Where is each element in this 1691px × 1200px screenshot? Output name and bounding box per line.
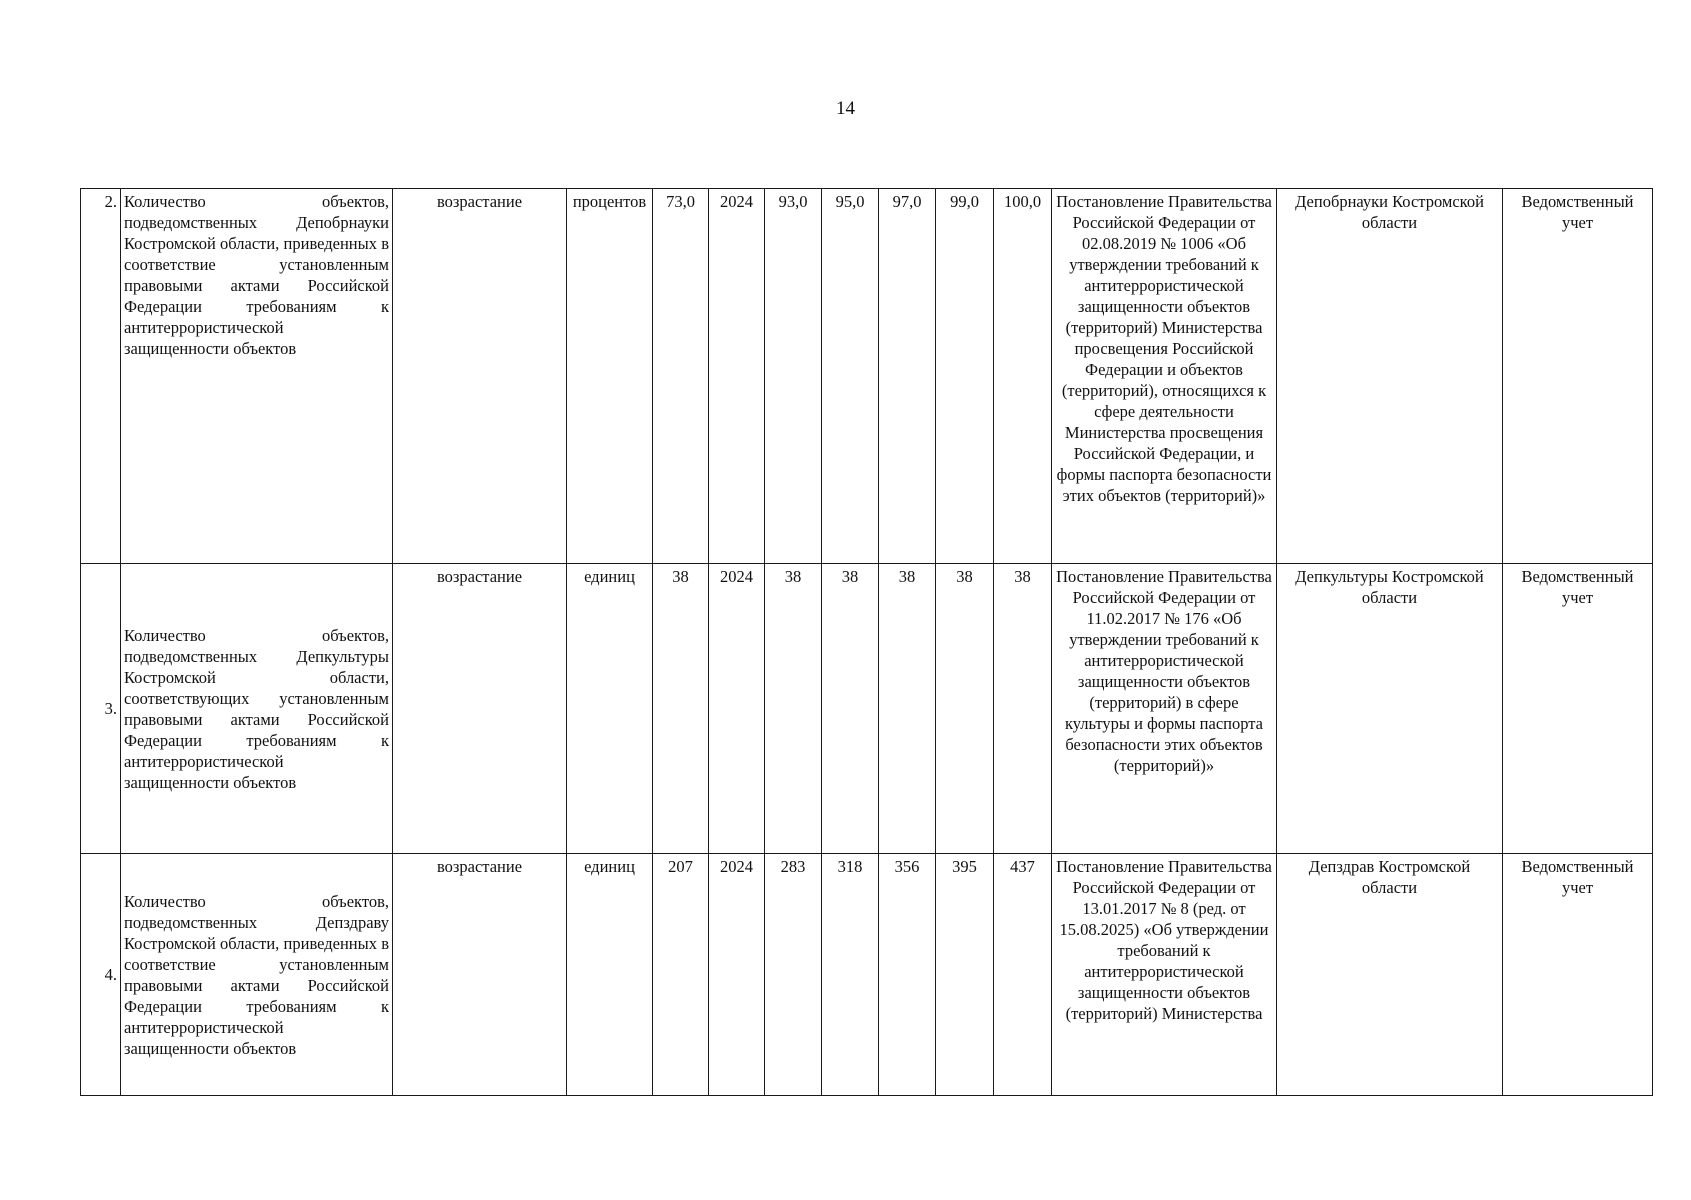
base-value: 207 — [653, 854, 709, 1096]
value-5: 38 — [994, 564, 1052, 854]
value-1: 38 — [765, 564, 822, 854]
legal-basis: Постановление Правительства Российской Федерации от 11.02.2017 № 176 «Об утверждении требований к антитеррористической защищенности объектов (территорий) в сфере культуры и формы паспорта безопасности этих объектов (территорий)» — [1052, 564, 1277, 854]
table-row — [81, 564, 1653, 854]
value-3: 97,0 — [879, 189, 936, 564]
trend: возрастание — [393, 854, 567, 1096]
indicator-name: Количество объектов, подведомственных Депздраву Костромской области, приведенных в соответствие установленным правовыми актами Российской Федерации требованиям к антитеррористической защищенности объектов — [121, 854, 393, 1096]
trend: возрастание — [393, 189, 567, 564]
value-5: 437 — [994, 854, 1052, 1096]
value-3: 38 — [879, 564, 936, 854]
base-value: 38 — [653, 564, 709, 854]
row-number: 3. — [81, 564, 121, 854]
value-2: 95,0 — [822, 189, 879, 564]
value-4: 395 — [936, 854, 994, 1096]
indicators-table — [80, 188, 1653, 1096]
value-2: 318 — [822, 854, 879, 1096]
unit: единиц — [567, 564, 653, 854]
value-3: 356 — [879, 854, 936, 1096]
base-year: 2024 — [709, 189, 765, 564]
base-year: 2024 — [709, 564, 765, 854]
table-row — [81, 854, 1653, 1096]
value-1: 93,0 — [765, 189, 822, 564]
trend: возрастание — [393, 564, 567, 854]
unit: процентов — [567, 189, 653, 564]
indicator-name: Количество объектов, подведомственных Депкультуры Костромской области, соответствующих установленным правовыми актами Российской Федерации требованиям к антитеррористической защищенности объектов — [121, 564, 393, 854]
legal-basis: Постановление Правительства Российской Федерации от 02.08.2019 № 1006 «Об утверждении требований к антитеррористической защищенности объектов (территорий) Министерства просвещения Российской Федерации и объектов (территорий), относящихся к сфере деятельности Министерства просвещения Российской Федерации, и формы паспорта безопасности этих объектов (территорий)» — [1052, 189, 1277, 564]
page-number: 14 — [836, 98, 855, 119]
base-value: 73,0 — [653, 189, 709, 564]
value-4: 38 — [936, 564, 994, 854]
row-number: 4. — [81, 854, 121, 1096]
responsible-body: Депкультуры Костромской области — [1277, 564, 1503, 854]
indicator-name: Количество объектов, подведомственных Депобрнауки Костромской области, приведенных в соответствие установленным правовыми актами Российской Федерации требованиям к антитеррористической защищенности объектов — [121, 189, 393, 564]
row-number: 2. — [81, 189, 121, 564]
value-2: 38 — [822, 564, 879, 854]
responsible-body: Депздрав Костромской области — [1277, 854, 1503, 1096]
value-5: 100,0 — [994, 189, 1052, 564]
responsible-body: Депобрнауки Костромской области — [1277, 189, 1503, 564]
data-source: Ведомственный учет — [1503, 189, 1653, 564]
data-source: Ведомственный учет — [1503, 854, 1653, 1096]
value-1: 283 — [765, 854, 822, 1096]
unit: единиц — [567, 854, 653, 1096]
base-year: 2024 — [709, 854, 765, 1096]
data-source: Ведомственный учет — [1503, 564, 1653, 854]
table-row — [81, 189, 1653, 564]
value-4: 99,0 — [936, 189, 994, 564]
legal-basis: Постановление Правительства Российской Федерации от 13.01.2017 № 8 (ред. от 15.08.2025) «Об утверждении требований к антитеррористической защищенности объектов (территорий) Министерства — [1052, 854, 1277, 1096]
